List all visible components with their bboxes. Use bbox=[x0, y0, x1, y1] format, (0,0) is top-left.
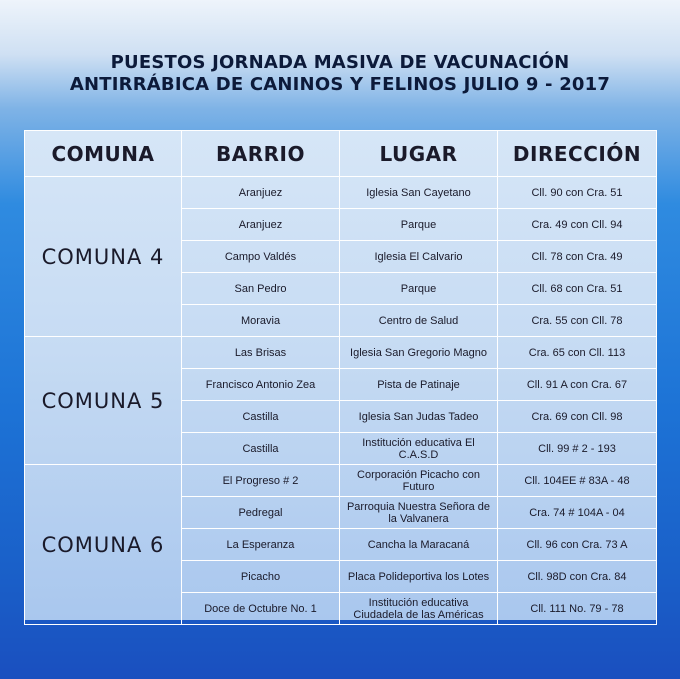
barrio-cell: Las Brisas bbox=[182, 337, 340, 369]
lugar-cell: Centro de Salud bbox=[340, 305, 498, 337]
lugar-cell: Cancha la Maracaná bbox=[340, 529, 498, 561]
page-title bbox=[0, 52, 680, 96]
lugar-cell: Parque bbox=[340, 273, 498, 305]
direccion-cell: Cll. 90 con Cra. 51 bbox=[498, 177, 657, 209]
direccion-cell: Cra. 74 # 104A - 04 bbox=[498, 497, 657, 529]
barrio-cell: Castilla bbox=[182, 433, 340, 465]
title-line-1: PUESTOS JORNADA MASIVA DE VACUNACIÓN bbox=[110, 52, 570, 73]
barrio-cell: San Pedro bbox=[182, 273, 340, 305]
header-barrio: BARRIO bbox=[182, 131, 340, 177]
barrio-cell: Doce de Octubre No. 1 bbox=[182, 593, 340, 625]
direccion-cell: Cll. 68 con Cra. 51 bbox=[498, 273, 657, 305]
lugar-cell: Parroquia Nuestra Señora de la Valvanera bbox=[340, 497, 498, 529]
barrio-cell: Castilla bbox=[182, 401, 340, 433]
direccion-cell: Cra. 55 con Cll. 78 bbox=[498, 305, 657, 337]
barrio-cell: El Progreso # 2 bbox=[182, 465, 340, 497]
barrio-cell: Campo Valdés bbox=[182, 241, 340, 273]
barrio-cell: Moravia bbox=[182, 305, 340, 337]
title-line-2: ANTIRRÁBICA DE CANINOS Y FELINOS JULIO 9 - 2017 bbox=[69, 74, 611, 95]
barrio-cell: Picacho bbox=[182, 561, 340, 593]
lugar-cell: Placa Polideportiva los Lotes bbox=[340, 561, 498, 593]
barrio-cell: La Esperanza bbox=[182, 529, 340, 561]
barrio-cell: Pedregal bbox=[182, 497, 340, 529]
lugar-cell: Corporación Picacho con Futuro bbox=[340, 465, 498, 497]
lugar-cell: Institución educativa Ciudadela de las Américas bbox=[340, 593, 498, 625]
header-comuna: COMUNA bbox=[25, 131, 182, 177]
lugar-cell: Iglesia San Cayetano bbox=[340, 177, 498, 209]
table-row bbox=[25, 337, 657, 369]
lugar-cell: Pista de Patinaje bbox=[340, 369, 498, 401]
comuna-cell: COMUNA 4 bbox=[25, 177, 182, 337]
lugar-cell: Iglesia El Calvario bbox=[340, 241, 498, 273]
direccion-cell: Cll. 98D con Cra. 84 bbox=[498, 561, 657, 593]
barrio-cell: Aranjuez bbox=[182, 177, 340, 209]
vaccination-table-container bbox=[24, 130, 656, 620]
comuna-cell: COMUNA 5 bbox=[25, 337, 182, 465]
direccion-cell: Cra. 69 con Cll. 98 bbox=[498, 401, 657, 433]
lugar-cell: Iglesia San Judas Tadeo bbox=[340, 401, 498, 433]
lugar-cell: Parque bbox=[340, 209, 498, 241]
header-lugar: LUGAR bbox=[340, 131, 498, 177]
table-row bbox=[25, 465, 657, 497]
direccion-cell: Cll. 104EE # 83A - 48 bbox=[498, 465, 657, 497]
lugar-cell: Iglesia San Gregorio Magno bbox=[340, 337, 498, 369]
direccion-cell: Cll. 96 con Cra. 73 A bbox=[498, 529, 657, 561]
table-body bbox=[25, 177, 657, 625]
direccion-cell: Cll. 99 # 2 - 193 bbox=[498, 433, 657, 465]
header-direccion: DIRECCIÓN bbox=[498, 131, 657, 177]
lugar-cell: Institución educativa El C.A.S.D bbox=[340, 433, 498, 465]
table-row bbox=[25, 177, 657, 209]
direccion-cell: Cll. 91 A con Cra. 67 bbox=[498, 369, 657, 401]
direccion-cell: Cll. 111 No. 79 - 78 bbox=[498, 593, 657, 625]
vaccination-table bbox=[24, 130, 657, 625]
direccion-cell: Cra. 49 con Cll. 94 bbox=[498, 209, 657, 241]
barrio-cell: Francisco Antonio Zea bbox=[182, 369, 340, 401]
direccion-cell: Cra. 65 con Cll. 113 bbox=[498, 337, 657, 369]
header-row bbox=[25, 131, 657, 177]
direccion-cell: Cll. 78 con Cra. 49 bbox=[498, 241, 657, 273]
barrio-cell: Aranjuez bbox=[182, 209, 340, 241]
comuna-cell: COMUNA 6 bbox=[25, 465, 182, 625]
